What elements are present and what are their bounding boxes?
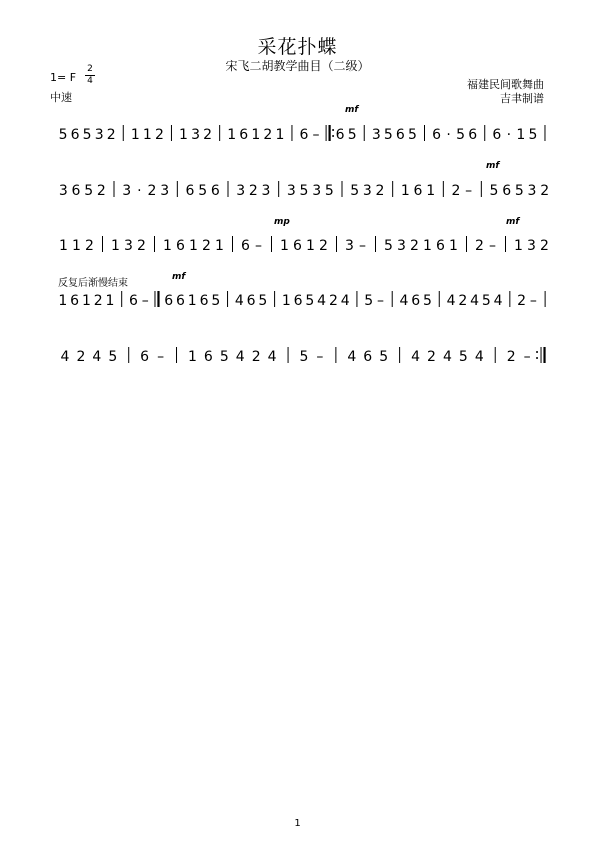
note-digit: 1 xyxy=(514,238,523,254)
note-digit: 6 xyxy=(128,293,138,309)
note-digit: 1 xyxy=(426,183,436,199)
note-digit: 4 xyxy=(399,293,409,309)
score-subtitle: 宋飞二胡教学曲目（二级） xyxy=(225,59,370,73)
score-line xyxy=(58,291,545,309)
note-digit: 3 xyxy=(286,183,296,199)
performance-note: 反复后渐慢结束 xyxy=(58,278,128,289)
note-digit: 5 xyxy=(456,127,466,143)
score-line xyxy=(59,236,549,254)
note-digit: 5 xyxy=(58,127,68,143)
note-digit: 5 xyxy=(407,127,417,143)
note-digit: 2 xyxy=(410,238,419,254)
note-digit: 4 xyxy=(60,349,70,365)
note-digit: 1 xyxy=(187,293,197,309)
note-digit: 2 xyxy=(76,349,86,365)
note-digit: 4 xyxy=(317,293,327,309)
note-digit: 2 xyxy=(85,238,94,254)
note-digit: 5 xyxy=(528,127,538,143)
note-digit: 5 xyxy=(299,349,309,365)
score-line xyxy=(59,181,549,199)
note-digit: 1 xyxy=(449,238,458,254)
note-digit: 5 xyxy=(423,293,432,309)
barline xyxy=(155,291,159,307)
note-digit: 1 xyxy=(275,127,285,143)
dynamic-marking: mf xyxy=(506,217,520,227)
note-digit: 5 xyxy=(379,349,389,365)
note-digit: 4 xyxy=(442,349,452,365)
note-digit: 3 xyxy=(122,183,132,199)
note-digit: 6 xyxy=(502,183,512,199)
dot-mark: · xyxy=(137,183,142,199)
dash-extension: – xyxy=(529,293,537,309)
note-digit: 1 xyxy=(189,238,198,254)
note-digit: 4 xyxy=(493,293,503,309)
note-digit: 4 xyxy=(267,349,277,365)
note-digit: 2 xyxy=(203,127,213,143)
note-digit: 4 xyxy=(470,293,480,309)
dot-mark: · xyxy=(446,127,451,143)
time-signature-upper: 2 xyxy=(87,64,93,74)
note-digit: 6 xyxy=(468,127,478,143)
note-digit: 6 xyxy=(432,127,441,143)
score-line xyxy=(59,125,545,143)
dynamic-marking: mf xyxy=(172,272,186,282)
time-signature-lower: 4 xyxy=(87,76,93,86)
note-digit: 2 xyxy=(328,293,338,309)
note-digit: 1 xyxy=(179,127,188,143)
note-digit: 1 xyxy=(280,238,289,254)
note-digit: 5 xyxy=(458,349,468,365)
note-digit: 5 xyxy=(383,127,393,143)
dash-extension: – xyxy=(523,349,531,365)
note-digit: 6 xyxy=(335,127,345,143)
note-digit: 2 xyxy=(263,127,273,143)
note-digit: 2 xyxy=(540,238,549,254)
note-digit: 5 xyxy=(384,238,393,254)
note-digit: 6 xyxy=(203,349,213,365)
note-digit: 6 xyxy=(239,127,249,143)
note-digit: 1 xyxy=(163,238,172,254)
note-digit: 2 xyxy=(319,238,328,254)
note-digit: 1 xyxy=(423,238,432,254)
note-digit: 1 xyxy=(227,127,237,143)
note-digit: 6 xyxy=(413,183,423,199)
note-digit: 4 xyxy=(411,349,421,365)
note-digit: 2 xyxy=(540,183,550,199)
note-digit: 3 xyxy=(160,183,170,199)
score-line xyxy=(61,347,545,365)
note-digit: 6 xyxy=(164,293,174,309)
note-digit: 6 xyxy=(70,293,80,309)
note-digit: 1 xyxy=(306,238,315,254)
note-digit: 1 xyxy=(130,127,140,143)
dash-extension: – xyxy=(316,349,324,365)
note-digit: 6 xyxy=(210,183,220,199)
note-digit: 3 xyxy=(191,127,201,143)
note-digit: 2 xyxy=(451,183,461,199)
note-digit: 3 xyxy=(345,238,354,254)
note-digit: 2 xyxy=(154,127,164,143)
note-digit: 5 xyxy=(108,349,118,365)
note-digit: 6 xyxy=(492,127,502,143)
note-digit: 5 xyxy=(211,293,221,309)
note-digit: 2 xyxy=(506,349,516,365)
note-digit: 1 xyxy=(400,183,410,199)
note-digit: 5 xyxy=(350,183,360,199)
note-digit: 3 xyxy=(236,183,246,199)
note-digit: 2 xyxy=(137,238,146,254)
note-digit: 4 xyxy=(347,349,357,365)
note-digit: 3 xyxy=(261,183,271,199)
note-digit: 6 xyxy=(299,127,309,143)
dash-extension: – xyxy=(141,293,149,309)
note-digit: 1 xyxy=(215,238,224,254)
note-digit: 1 xyxy=(59,238,68,254)
note-digit: 3 xyxy=(527,183,537,199)
note-digit: 6 xyxy=(436,238,445,254)
note-digit: 5 xyxy=(198,183,208,199)
note-digit: 1 xyxy=(81,293,91,309)
note-digit: 6 xyxy=(293,293,303,309)
note-digit: 1 xyxy=(111,238,120,254)
note-digit: 6 xyxy=(246,293,256,309)
note-digit: 3 xyxy=(527,238,536,254)
note-digit: 3 xyxy=(397,238,406,254)
note-digit: 4 xyxy=(340,293,350,309)
note-digit: 2 xyxy=(427,349,436,365)
note-digit: 5 xyxy=(489,183,499,199)
dash-extension: – xyxy=(312,127,320,143)
dash-extension: – xyxy=(489,238,496,254)
dash-extension: – xyxy=(465,183,473,199)
note-digit: 5 xyxy=(305,293,315,309)
note-digit: 1 xyxy=(142,127,152,143)
note-digit: 2 xyxy=(93,293,103,309)
note-digit: 1 xyxy=(58,293,68,309)
note-digit: 3 xyxy=(58,183,68,199)
note-digit: 5 xyxy=(324,183,334,199)
note-digit: 3 xyxy=(362,183,372,199)
note-digit: 5 xyxy=(84,183,94,199)
note-digit: 2 xyxy=(375,183,385,199)
note-digit: 2 xyxy=(458,293,468,309)
note-digit: 4 xyxy=(235,349,245,365)
note-digit: 4 xyxy=(474,349,484,365)
note-digit: 1 xyxy=(105,293,115,309)
dot-mark: · xyxy=(506,127,512,143)
note-digit: 2 xyxy=(106,127,116,143)
note-digit: 2 xyxy=(202,238,211,254)
note-digit: 5 xyxy=(364,293,374,309)
note-digit: 2 xyxy=(251,349,261,365)
note-digit: 2 xyxy=(96,183,106,199)
note-digit: 3 xyxy=(312,183,322,199)
note-digit: 6 xyxy=(199,293,209,309)
note-digit: 1 xyxy=(281,293,291,309)
page-number: 1 xyxy=(294,818,301,829)
barline xyxy=(536,347,545,363)
note-digit: 2 xyxy=(147,183,157,199)
note-digit: 6 xyxy=(363,349,373,365)
note-digit: 2 xyxy=(517,293,527,309)
note-digit: 6 xyxy=(241,238,250,254)
dynamic-marking: mf xyxy=(486,161,500,171)
song-origin: 福建民间歌舞曲 xyxy=(467,78,544,91)
note-digit: 5 xyxy=(219,349,229,365)
note-digit: 5 xyxy=(347,127,357,143)
note-digit: 6 xyxy=(140,349,150,365)
key-signature: 1= F xyxy=(50,71,77,84)
note-digit: 3 xyxy=(94,127,104,143)
note-digit: 6 xyxy=(71,183,81,199)
note-digit: 3 xyxy=(124,238,133,254)
note-digit: 5 xyxy=(481,293,491,309)
note-digit: 6 xyxy=(293,238,302,254)
note-digit: 2 xyxy=(475,238,484,254)
note-digit: 6 xyxy=(395,127,405,143)
note-digit: 1 xyxy=(72,238,81,254)
dash-extension: – xyxy=(376,293,384,309)
note-digit: 4 xyxy=(234,293,244,309)
note-digit: 5 xyxy=(514,183,524,199)
note-digit: 6 xyxy=(176,293,185,309)
barline xyxy=(326,125,334,141)
note-digit: 6 xyxy=(70,127,80,143)
dash-extension: – xyxy=(359,238,366,254)
score-title: 采花扑蝶 xyxy=(257,36,338,58)
note-digit: 1 xyxy=(251,127,261,143)
note-digit: 5 xyxy=(82,127,92,143)
dash-extension: – xyxy=(157,349,165,365)
note-digit: 3 xyxy=(371,127,381,143)
arranger-credit: 吉聿制谱 xyxy=(500,92,544,105)
tempo-marking: 中速 xyxy=(50,91,72,104)
note-digit: 4 xyxy=(92,349,102,365)
note-digit: 4 xyxy=(446,293,456,309)
dynamic-marking: mp xyxy=(274,217,290,227)
note-digit: 1 xyxy=(187,349,197,365)
note-digit: 6 xyxy=(176,238,185,254)
note-digit: 5 xyxy=(258,293,268,309)
note-digit: 5 xyxy=(299,183,309,199)
dynamic-marking: mf xyxy=(345,105,359,115)
note-digit: 2 xyxy=(248,183,258,199)
dash-extension: – xyxy=(255,238,262,254)
note-digit: 6 xyxy=(185,183,195,199)
note-digit: 6 xyxy=(411,293,421,309)
note-digit: 1 xyxy=(516,127,526,143)
